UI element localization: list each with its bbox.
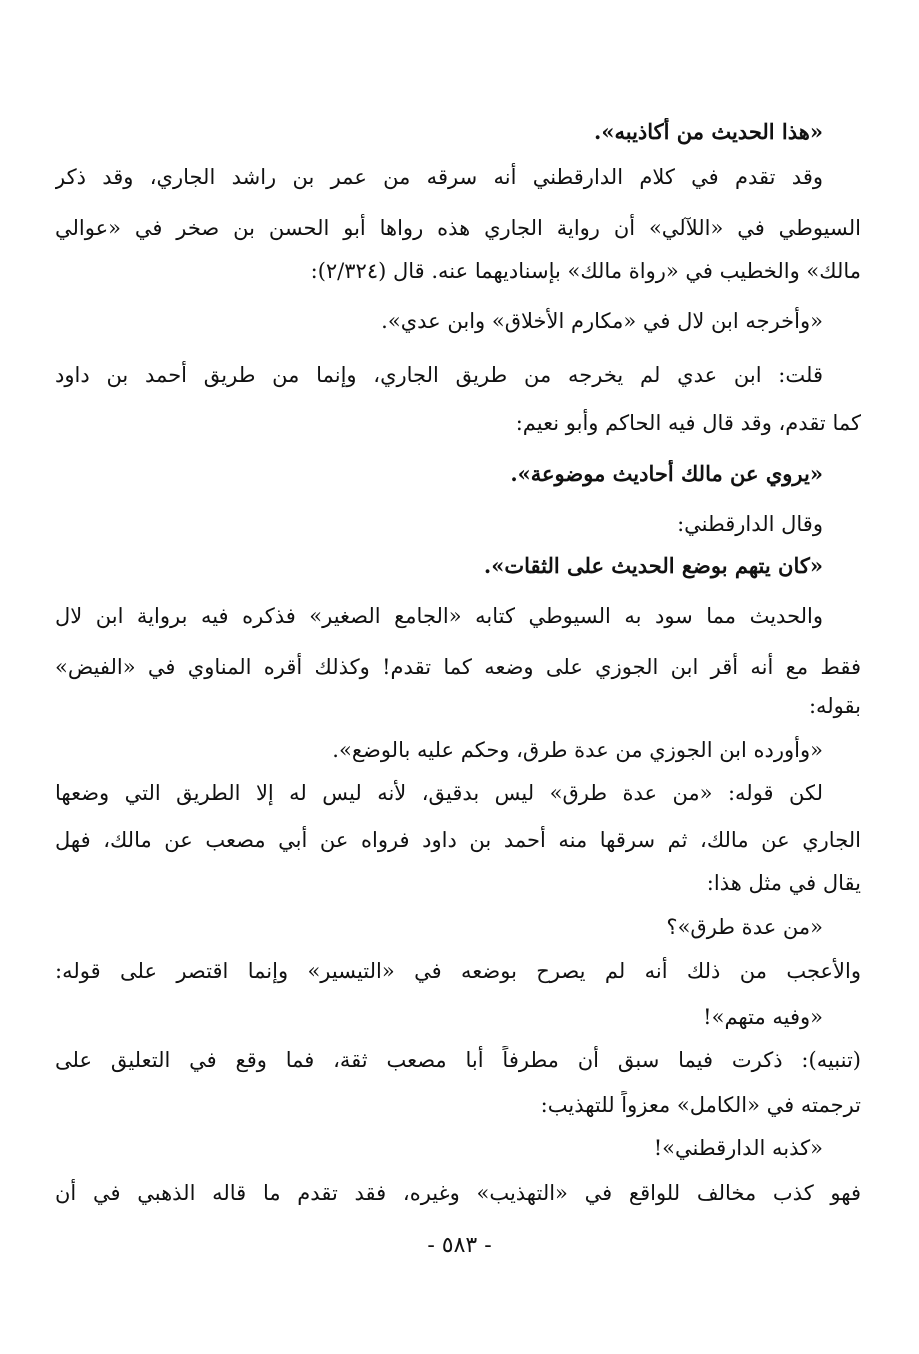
text-line: ترجمته في «الكامل» معزواً للتهذيب:: [540, 1093, 861, 1117]
text-line-quote: «وأخرجه ابن لال في «مكارم الأخلاق» وابن عدي».: [381, 309, 823, 333]
text-line: وقد تقدم في كلام الدارقطني أنه سرقه من عمر بن راشد الجاري، وقد ذكر: [55, 165, 823, 189]
text-line: فهو كذب مخالف للواقع في «التهذيب» وغيره، فقد تقدم ما قاله الذهبي في أن: [55, 1181, 861, 1205]
text-line-quote: «يروي عن مالك أحاديث موضوعة».: [510, 461, 823, 486]
text-line: لكن قوله: «من عدة طرق» ليس بدقيق، لأنه ليس له إلا الطريق التي وضعها: [55, 781, 823, 805]
text-line: قلت: ابن عدي لم يخرجه من طريق الجاري، وإنما من طريق أحمد بن داود: [55, 363, 823, 387]
text-line-quote: «كذبه الدارقطني»!: [653, 1136, 823, 1160]
text-line-quote: «كان يتهم بوضع الحديث على الثقات».: [483, 553, 823, 578]
text-line: مالك» والخطيب في «رواة مالك» بإسناديهما عنه. قال (٢/٣٢٤):: [310, 259, 861, 283]
text-line: السيوطي في «اللآلي» أن رواية الجاري هذه رواها أبو الحسن بن صخر في «عوالي: [55, 216, 861, 240]
text-line-quote: «من عدة طرق»؟: [666, 915, 823, 939]
text-line: كما تقدم، وقد قال فيه الحاكم وأبو نعيم:: [515, 411, 861, 435]
text-line-quote: «وأورده ابن الجوزي من عدة طرق، وحكم عليه بالوضع».: [332, 738, 823, 762]
text-line-quote: «وفيه متهم»!: [703, 1005, 823, 1029]
text-line: يقال في مثل هذا:: [706, 871, 861, 895]
text-line-quote: «هذا الحديث من أكاذيبه».: [594, 119, 823, 144]
text-line: وقال الدارقطني:: [677, 512, 823, 536]
text-line: (تنبيه): ذكرت فيما سبق أن مطرفاً أبا مصعب ثقة، فما وقع في التعليق على: [55, 1048, 861, 1072]
text-line: الجاري عن مالك، ثم سرقها منه أحمد بن داود فرواه عن أبي مصعب عن مالك، فهل: [55, 828, 861, 852]
text-line: والأعجب من ذلك أنه لم يصرح بوضعه في «التيسير» وإنما اقتصر على قوله:: [55, 959, 861, 983]
text-line: فقط مع أنه أقر ابن الجوزي على وضعه كما تقدم! وكذلك أقره المناوي في «الفيض»: [55, 655, 861, 679]
text-line: بقوله:: [808, 694, 861, 718]
text-line: والحديث مما سود به السيوطي كتابه «الجامع الصغير» فذكره فيه برواية ابن لال: [55, 604, 823, 628]
page-number: - ٥٨٣ -: [427, 1233, 492, 1258]
